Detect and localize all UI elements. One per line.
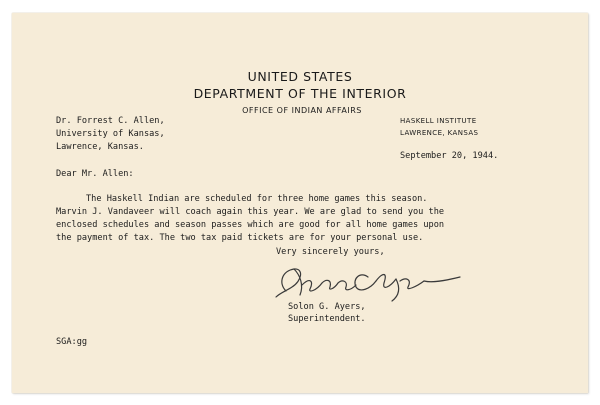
- institute-location: LAWRENCE, KANSAS: [400, 129, 479, 137]
- letterhead-line2: DEPARTMENT OF THE INTERIOR: [193, 86, 407, 101]
- institute-name: HASKELL INSTITUTE: [400, 117, 477, 125]
- body-line: The Haskell Indian are scheduled for three home games this season.: [86, 194, 428, 204]
- body-line: the payment of tax. The two tax paid tickets are for your personal use.: [56, 233, 424, 243]
- letterhead-line1: UNITED STATES: [247, 69, 353, 84]
- closing: Very sincerely yours,: [276, 247, 385, 257]
- body-line: enclosed schedules and season passes which are good for all home games upon: [56, 220, 445, 230]
- handwritten-signature: [264, 261, 476, 305]
- signer-name: Solon G. Ayers,: [288, 302, 366, 312]
- reference-initials: SGA:gg: [56, 337, 88, 347]
- signer-title: Superintendent.: [288, 314, 366, 324]
- recipient-line: Lawrence, Kansas.: [56, 142, 144, 152]
- salutation: Dear Mr. Allen:: [56, 169, 134, 179]
- body-line: Marvin J. Vandaveer will coach again this year. We are glad to send you the: [56, 207, 445, 217]
- recipient-line: University of Kansas,: [56, 129, 165, 139]
- letter-body: [56, 193, 556, 245]
- letter-date: September 20, 1944.: [400, 151, 499, 161]
- letter-page: [12, 13, 588, 393]
- letterhead-line3: OFFICE OF INDIAN AFFAIRS: [242, 106, 362, 115]
- recipient-line: Dr. Forrest C. Allen,: [56, 116, 165, 126]
- recipient-address: [56, 115, 165, 154]
